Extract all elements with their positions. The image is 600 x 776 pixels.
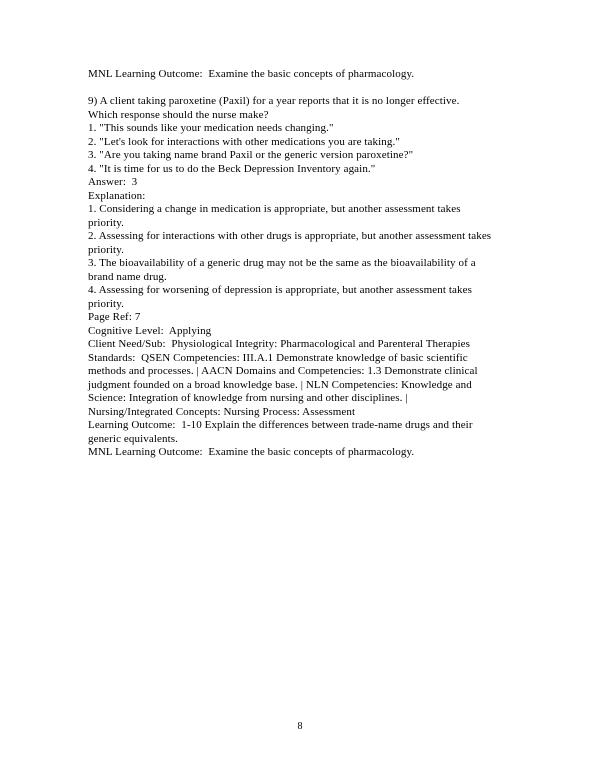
- page-number: 8: [297, 721, 303, 732]
- text-line: Nursing/Integrated Concepts: Nursing Process: Assessment: [88, 405, 356, 418]
- text-line: Learning Outcome: 1-10 Explain the differences between trade-name drugs and their: [88, 419, 473, 431]
- text-line: 1. Considering a change in medication is appropriate, but another assessment takes: [88, 203, 461, 215]
- text-line: methods and processes. | AACN Domains and Competencies: 1.3 Demonstrate clinical: [88, 365, 478, 377]
- text-line: Standards: QSEN Competencies: III.A.1 Demonstrate knowledge of basic scientific: [88, 351, 468, 364]
- text-line: judgment founded on a broad knowledge base. | NLN Competencies: Knowledge and: [88, 378, 472, 391]
- text-line: MNL Learning Outcome: Examine the basic concepts of pharmacology.: [88, 446, 415, 458]
- text-line: priority.: [88, 243, 124, 256]
- text-line: brand name drug.: [88, 270, 167, 283]
- text-line: generic equivalents.: [88, 432, 178, 445]
- text-line: priority.: [88, 297, 124, 310]
- document-body: [88, 68, 528, 460]
- text-line: 3. The bioavailability of a generic drug may not be the same as the bioavailability of a: [88, 257, 476, 269]
- text-line: 1. "This sounds like your medication needs changing.": [88, 122, 334, 134]
- text-line: Science: Integration of knowledge from nursing and other disciplines. |: [88, 392, 408, 404]
- text-line: Client Need/Sub: Physiological Integrity: Pharmacological and Parenteral Therapies: [88, 338, 470, 350]
- text-line: Cognitive Level: Applying: [88, 324, 212, 337]
- text-line: Explanation:: [88, 189, 146, 202]
- text-line: MNL Learning Outcome: Examine the basic concepts of pharmacology.: [88, 68, 415, 80]
- text-line: priority.: [88, 216, 124, 229]
- text-line: 4. "It is time for us to do the Beck Depression Inventory again.": [88, 162, 376, 175]
- text-line: Answer: 3: [88, 176, 138, 188]
- text-line: 4. Assessing for worsening of depression is appropriate, but another assessment takes: [88, 284, 472, 296]
- text-line: Which response should the nurse make?: [88, 108, 269, 121]
- text-line: 2. Assessing for interactions with other drugs is appropriate, but another assessment takes: [88, 230, 492, 242]
- text-line: Page Ref: 7: [88, 311, 141, 323]
- text-line: 2. "Let's look for interactions with other medications you are taking.": [88, 135, 400, 148]
- text-line: 9) A client taking paroxetine (Paxil) for a year reports that it is no longer effective.: [88, 95, 460, 107]
- text-line: 3. "Are you taking name brand Paxil or the generic version paroxetine?": [88, 149, 414, 161]
- blank-line: [88, 82, 528, 96]
